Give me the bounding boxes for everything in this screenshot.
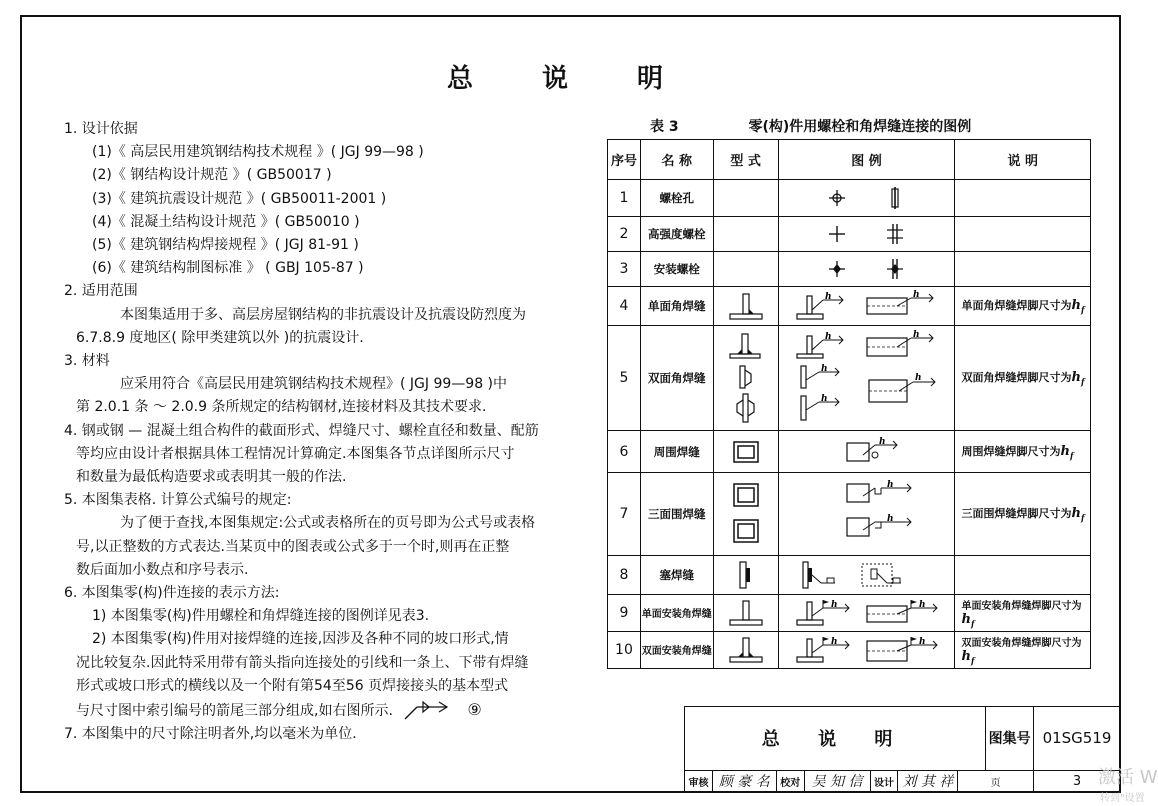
section-5-text: 为了便于查找,本图集规定:公式或表格所在的页号即为公式号或表格 (120, 515, 536, 532)
description-text: 双面角焊缝焊脚尺寸为 (961, 371, 1072, 385)
row-type (713, 631, 778, 668)
row-description (955, 326, 1091, 431)
svg-text:h: h (912, 290, 920, 301)
row-type (713, 217, 778, 252)
reference-item: (4)《 混凝土结构设计规范 》( GB50010 ) (92, 213, 360, 230)
designer-signature: 刘 其 祥 (898, 770, 958, 792)
section-2-text: 6.7.8.9 度地区( 除甲类建筑以外 )的抗震设计. (76, 329, 364, 346)
hf-subscript: f (970, 655, 975, 666)
hf-subscript: f (1080, 377, 1085, 388)
reference-item: (1)《 高层民用建筑钢结构技术规程 》( JGJ 99—98 ) (92, 144, 424, 161)
row-name: 螺栓孔 (640, 180, 713, 217)
single-fillet-form-icon (726, 290, 766, 322)
section-3-heading: 3. 材料 (64, 353, 110, 370)
double-site-fillet-form-icon (726, 635, 766, 665)
table-row (608, 252, 1091, 287)
three-side-form-icon (726, 478, 766, 550)
single-site-fillet-symbol-icon (787, 598, 947, 628)
single-site-fillet-form-icon (726, 598, 766, 628)
title-block (684, 706, 1121, 793)
row-number: 9 (608, 594, 641, 631)
table-row (608, 287, 1091, 326)
high-strength-bolt-icon (792, 221, 942, 247)
section-7-text: 7. 本图集中的尺寸除注明者外,均以毫米为单位. (64, 726, 357, 743)
all-around-form-icon (726, 437, 766, 467)
hf-subscript: f (970, 618, 975, 629)
col-header-legend: 图 例 (778, 140, 955, 180)
row-description (955, 473, 1091, 555)
row-number: 1 (608, 180, 641, 217)
row-type (713, 431, 778, 473)
section-6-item-2: 形式或坡口形式的横线以及一个附有第54至56 页焊接接头的基本型式 (76, 677, 509, 694)
page-number: 3 (1034, 770, 1121, 792)
activation-watermark: 激活 W (1098, 767, 1158, 788)
svg-text:h: h (820, 364, 828, 375)
row-name: 双面角焊缝 (640, 326, 713, 431)
atlas-number: 01SG519 (1034, 707, 1121, 771)
description-text: 三面围焊缝焊脚尺寸为 (961, 507, 1072, 521)
row-legend (778, 326, 955, 431)
row-type (713, 326, 778, 431)
row-name: 三面围焊缝 (640, 473, 713, 555)
row-type (713, 594, 778, 631)
row-name: 安装螺栓 (640, 252, 713, 287)
row-number: 4 (608, 287, 641, 326)
design-label: 设计 (870, 770, 898, 792)
row-name: 塞焊缝 (640, 555, 713, 594)
section-5-text: 号,以正整数的方式表达.当某页中的图表或公式多于一个时,则再在正整 (76, 538, 510, 555)
section-5-text: 数后面加小数点和序号表示. (76, 561, 249, 578)
double-fillet-symbol-icon (787, 330, 947, 426)
row-description (955, 631, 1091, 668)
row-description (955, 180, 1091, 217)
svg-text:h: h (912, 330, 920, 341)
row-description (955, 252, 1091, 287)
row-legend (778, 217, 955, 252)
hf-subscript: f (1080, 304, 1085, 315)
row-type (713, 252, 778, 287)
table-row (608, 631, 1091, 668)
section-6-item-2: 与尺寸图中索引编号的箭尾三部分组成,如右图所示. (76, 703, 393, 720)
reference-item: (2)《 钢结构设计规范 》( GB50017 ) (92, 167, 332, 184)
svg-text:h: h (830, 636, 838, 647)
section-3-text: 第 2.0.1 条 ～ 2.0.9 条所规定的结构钢材,连接材料及其技术要求. (76, 399, 487, 416)
hf-symbol: h (1071, 370, 1081, 386)
row-name: 双面安装角焊缝 (640, 631, 713, 668)
erection-bolt-icon (792, 256, 942, 282)
general-notes (64, 118, 554, 746)
page-title: 总 说 明 (446, 64, 694, 94)
three-side-symbol-icon (787, 478, 947, 550)
double-fillet-form-icon (724, 330, 768, 426)
row-type (713, 287, 778, 326)
row-number: 6 (608, 431, 641, 473)
col-header-name: 名 称 (640, 140, 713, 180)
svg-text:h: h (830, 599, 838, 610)
row-description (955, 217, 1091, 252)
svg-text:h: h (820, 394, 828, 405)
row-name: 单面角焊缝 (640, 287, 713, 326)
row-legend (778, 555, 955, 594)
row-legend (778, 631, 955, 668)
table-row (608, 180, 1091, 217)
row-type (713, 180, 778, 217)
row-description (955, 555, 1091, 594)
reviewer-signature: 顾 豪 名 (712, 770, 776, 792)
section-2-heading: 2. 适用范围 (64, 283, 138, 300)
hf-subscript: f (1069, 450, 1074, 461)
row-description (955, 287, 1091, 326)
row-type (713, 555, 778, 594)
reference-item: (3)《 建筑抗震设计规范 》( GB50011-2001 ) (92, 190, 387, 207)
section-6-heading: 6. 本图集零(构)件连接的表示方法: (64, 585, 280, 602)
table-3-caption (650, 116, 971, 136)
row-number: 2 (608, 217, 641, 252)
col-header-description: 说 明 (955, 140, 1091, 180)
section-3-text: 应采用符合《高层民用建筑钢结构技术规程》( JGJ 99—98 )中 (120, 376, 508, 393)
description-text: 双面安装角焊缝焊脚尺寸为 (961, 638, 1082, 650)
section-4-text: 4. 钢或钢 — 混凝土组合构件的截面形式、焊缝尺寸、螺栓直径和数量、配筋 (64, 422, 539, 439)
table-3-label: 表 3 (650, 119, 679, 135)
description-text: 单面角焊缝焊脚尺寸为 (961, 299, 1072, 313)
svg-text:h: h (824, 292, 832, 303)
col-header-type: 型 式 (713, 140, 778, 180)
section-6-item-2-last (64, 698, 554, 723)
svg-text:h: h (914, 373, 922, 384)
section-6-item-2: 2) 本图集零(构)件用对接焊缝的连接,因涉及各种不同的坡口形式,情 (92, 631, 509, 648)
hf-symbol: h (1071, 298, 1081, 314)
bolt-hole-icon (792, 185, 942, 211)
hf-symbol: h (961, 649, 971, 665)
checker-signature: 吴 知 信 (804, 770, 870, 792)
page-label: 页 (958, 770, 1034, 792)
reference-item: (5)《 建筑钢结构焊接规程 》( JGJ 81-91 ) (92, 237, 359, 254)
row-type (713, 473, 778, 555)
row-description (955, 594, 1091, 631)
section-5-heading: 5. 本图集表格. 计算公式编号的规定: (64, 492, 292, 509)
svg-text:h: h (886, 514, 894, 525)
svg-text:h: h (918, 599, 926, 610)
section-1-heading: 1. 设计依据 (64, 121, 138, 137)
hf-symbol: h (1071, 506, 1081, 522)
section-6-item-1: 1) 本图集零(构)件用螺栓和角焊缝连接的图例详见表3. (92, 608, 430, 625)
row-number: 7 (608, 473, 641, 555)
svg-text:h: h (918, 636, 926, 647)
description-text: 周围焊缝焊脚尺寸为 (961, 445, 1061, 458)
row-legend (778, 252, 955, 287)
svg-text:h: h (824, 332, 832, 343)
table-row (608, 431, 1091, 473)
table-3-title: 零(构)件用螺栓和角焊缝连接的图例 (748, 119, 972, 135)
row-legend (778, 473, 955, 555)
table-row (608, 217, 1091, 252)
reference-item: (6)《 建筑结构制图标准 》 ( GBJ 105-87 ) (92, 260, 364, 277)
row-legend (778, 431, 955, 473)
row-number: 5 (608, 326, 641, 431)
table-row (608, 473, 1091, 555)
table-header-row (608, 140, 1091, 180)
row-description (955, 431, 1091, 473)
section-6-item-2: 况比较复杂.因此特采用带有箭头指向连接处的引线和一条上、下带有焊缝 (76, 654, 529, 671)
section-2-text: 本图集适用于多、高层房屋钢结构的非抗震设计及抗震设防烈度为 (120, 306, 526, 323)
row-legend (778, 180, 955, 217)
section-4-text: 和数量为最低构造要求或表明其一般的作法. (76, 469, 347, 486)
weld-legend-table (607, 139, 1091, 669)
description-text: 单面安装角焊缝焊脚尺寸为 (961, 601, 1082, 613)
review-label: 审核 (685, 770, 713, 792)
hf-subscript: f (1080, 512, 1085, 523)
section-4-text: 等均应由设计者根据具体工程情况计算确定.本图集各节点详图所示尺寸 (76, 445, 515, 462)
activation-watermark-sub: 转到"设置 (1100, 793, 1145, 804)
table-row (608, 594, 1091, 631)
all-around-symbol-icon (787, 437, 947, 467)
svg-text:h: h (878, 436, 886, 447)
double-site-fillet-symbol-icon (787, 635, 947, 665)
hf-symbol: h (1060, 444, 1070, 459)
check-label: 校对 (776, 770, 804, 792)
drawing-title: 总 说 明 (685, 707, 986, 771)
row-name: 周围焊缝 (640, 431, 713, 473)
butt-weld-symbol-icon (403, 701, 467, 721)
plug-weld-symbol-icon (787, 559, 947, 591)
row-number: 10 (608, 631, 641, 668)
hf-symbol: h (961, 612, 971, 628)
table-row (608, 555, 1091, 594)
row-name: 高强度螺栓 (640, 217, 713, 252)
row-legend (778, 594, 955, 631)
single-fillet-symbol-icon (787, 290, 947, 322)
weld-index-number: ⑨ (467, 700, 482, 720)
svg-text:h: h (886, 480, 894, 491)
plug-weld-form-icon (726, 559, 766, 591)
row-number: 3 (608, 252, 641, 287)
row-legend (778, 287, 955, 326)
row-number: 8 (608, 555, 641, 594)
col-header-index: 序号 (608, 140, 641, 180)
row-name: 单面安装角焊缝 (640, 594, 713, 631)
table-row (608, 326, 1091, 431)
atlas-label: 图集号 (986, 707, 1034, 771)
